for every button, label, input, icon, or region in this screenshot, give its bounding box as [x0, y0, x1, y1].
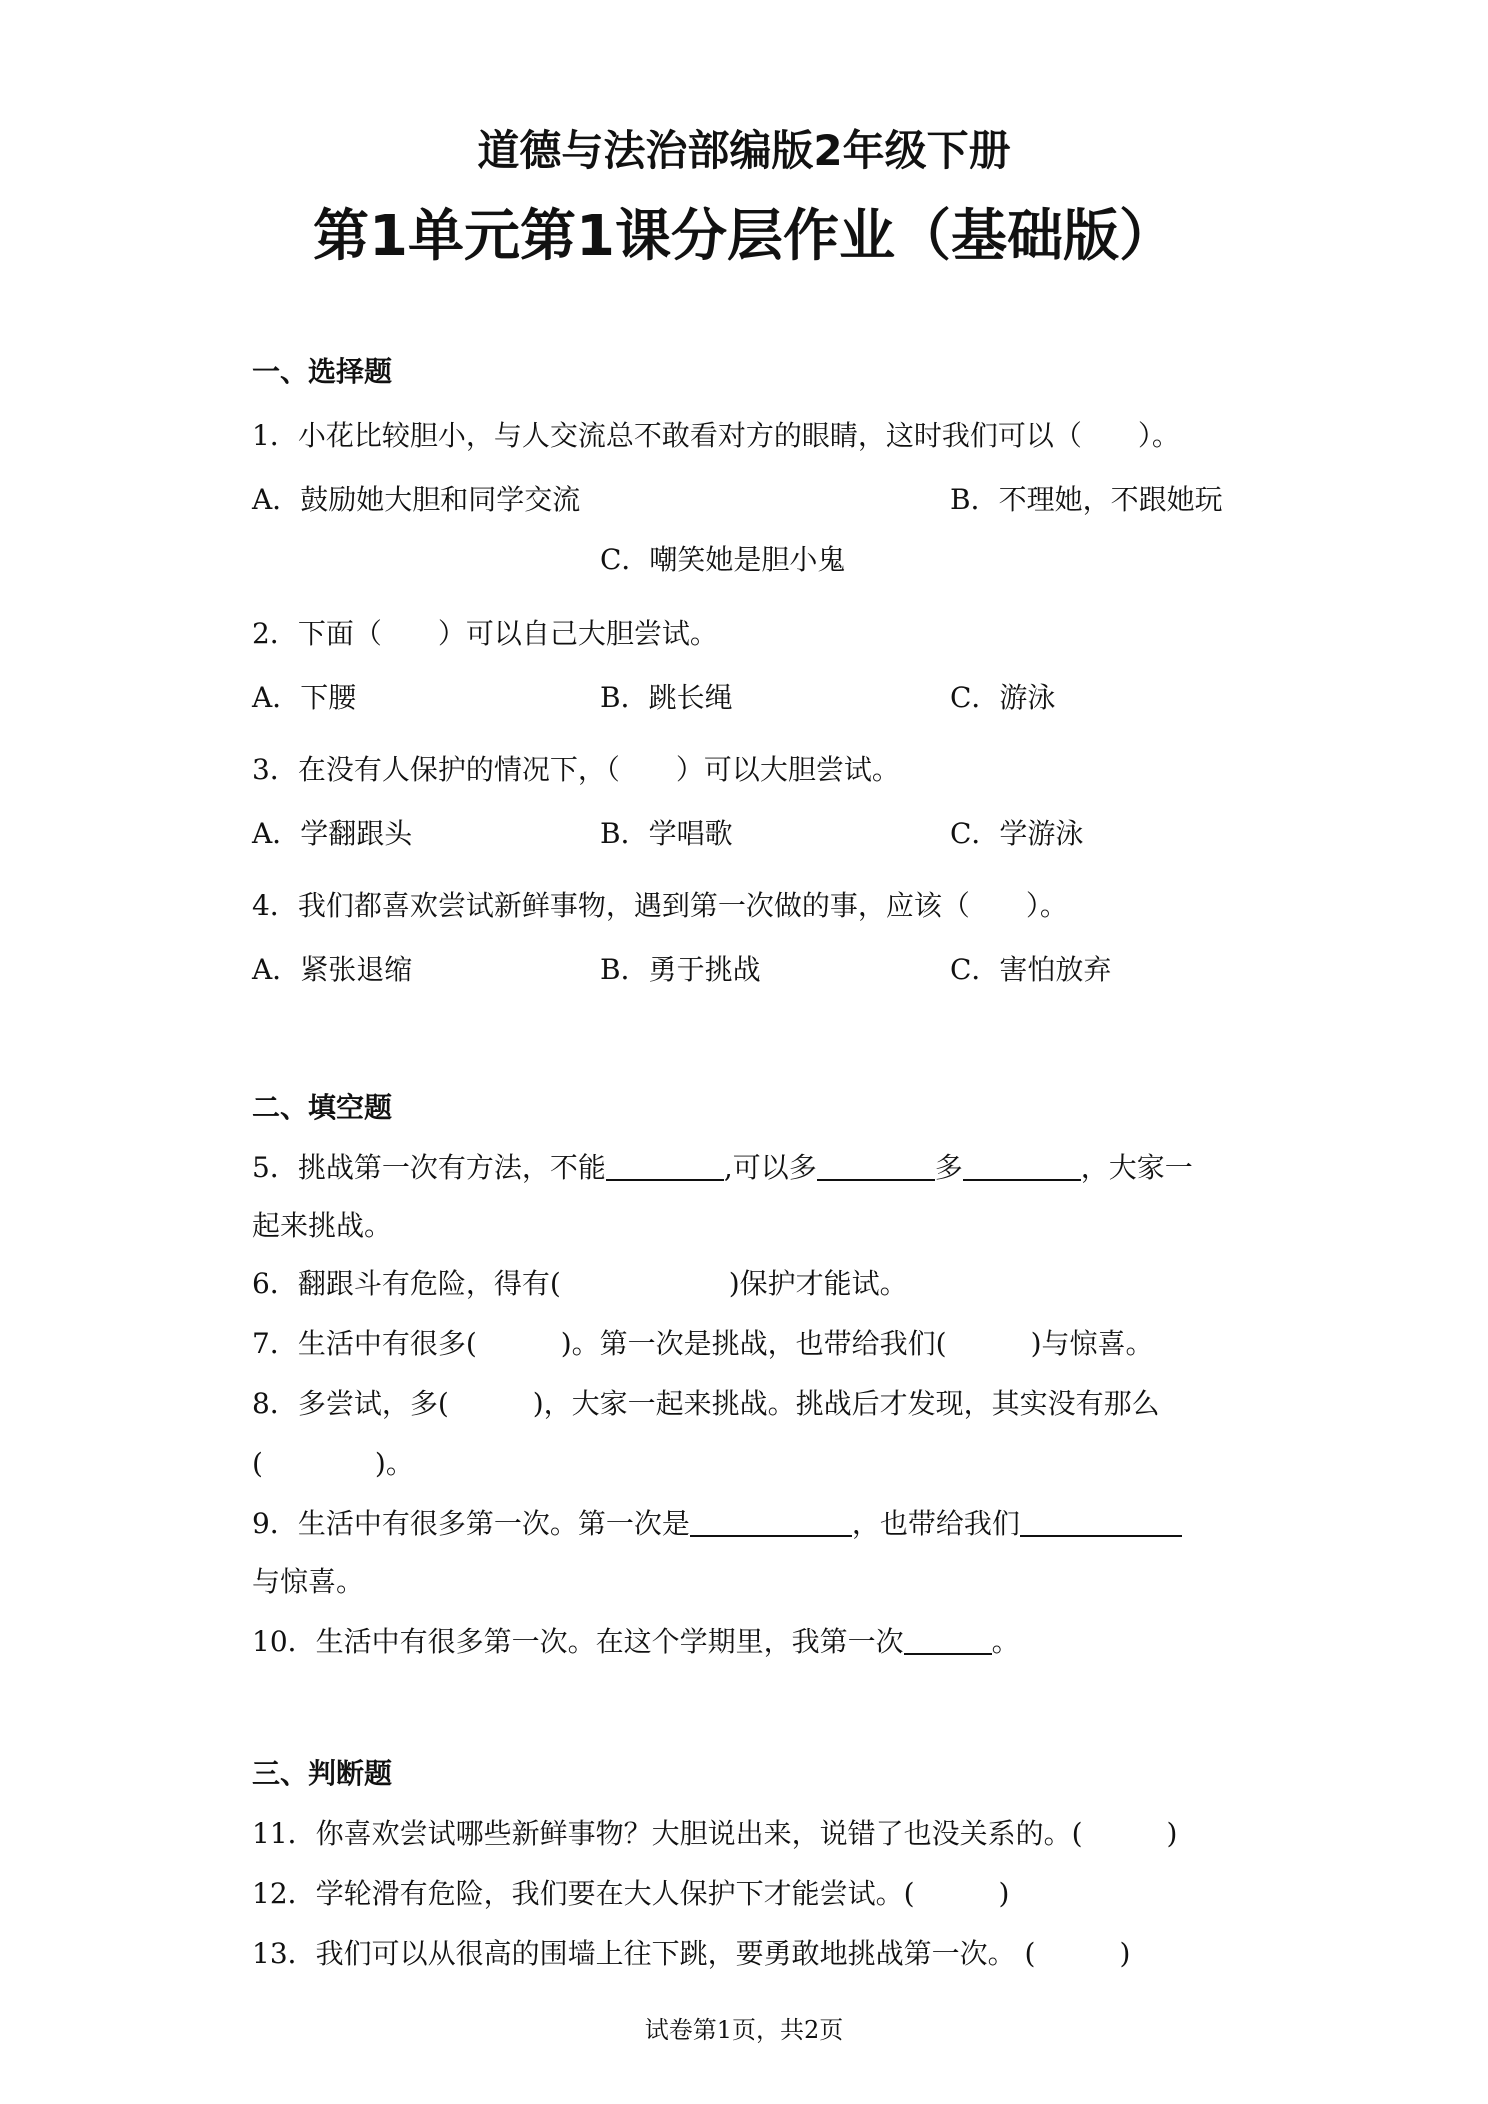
section-judge: 三、判断题: [252, 1757, 393, 1790]
q5-part-3: 多: [934, 1151, 963, 1184]
q9-blank-1[interactable]: [690, 1509, 852, 1537]
q9-line-1: [252, 1502, 1182, 1542]
q8-line-1: 8．多尝试，多( )，大家一起来挑战。挑战后才发现，其实没有那么: [252, 1387, 1160, 1420]
page-footer: 试卷第1页，共2页: [644, 2016, 844, 2044]
q1-option-a: A．鼓励她大胆和同学交流: [252, 483, 581, 516]
q9-part-1: 9．生活中有很多第一次。第一次是: [252, 1507, 690, 1540]
q3-option-a: A．学翻跟头: [252, 817, 413, 850]
q9-blank-2[interactable]: [1020, 1509, 1182, 1537]
q5-line-1: [252, 1146, 1193, 1186]
title-line-2: 第1单元第1课分层作业（基础版）: [313, 204, 1175, 269]
q4-stem: 4．我们都喜欢尝试新鲜事物，遇到第一次做的事，应该（ ）。: [252, 889, 1068, 922]
q5-line-2: 起来挑战。: [252, 1209, 393, 1242]
q12: 12．学轮滑有危险，我们要在大人保护下才能尝试。( ): [252, 1877, 1010, 1910]
q2-option-a: A．下腰: [252, 681, 357, 714]
q2-option-c: C．游泳: [950, 681, 1056, 714]
q2-option-b: B．跳长绳: [600, 681, 733, 714]
q10-blank[interactable]: [904, 1627, 992, 1655]
q9-part-2: ，也带给我们: [851, 1507, 1020, 1540]
q5-part-4: ，大家一: [1080, 1151, 1193, 1184]
q4-option-b: B．勇于挑战: [600, 953, 761, 986]
section-fill: 二、填空题: [252, 1091, 393, 1124]
q3-option-b: B．学唱歌: [600, 817, 733, 850]
q5-blank-1[interactable]: [606, 1153, 724, 1181]
q5-part-2: ,可以多: [723, 1151, 817, 1184]
q5-blank-3[interactable]: [963, 1153, 1081, 1181]
q10-part-2: 。: [991, 1625, 1020, 1658]
q5-blank-2[interactable]: [817, 1153, 935, 1181]
title-line-1: 道德与法治部编版2年级下册: [477, 126, 1011, 175]
q3-option-c: C．学游泳: [950, 817, 1084, 850]
q5-part-1: 5．挑战第一次有方法，不能: [252, 1151, 606, 1184]
q4-option-a: A．紧张退缩: [252, 953, 413, 986]
q10: [252, 1620, 1020, 1660]
q8-line-2: ( )。: [252, 1447, 414, 1480]
q3-stem: 3．在没有人保护的情况下，（ ）可以大胆尝试。: [252, 753, 900, 786]
q9-line-2: 与惊喜。: [252, 1565, 365, 1598]
q1-stem: 1．小花比较胆小，与人交流总不敢看对方的眼睛，这时我们可以（ ）。: [252, 419, 1180, 452]
q2-stem: 2．下面（ ）可以自己大胆尝试。: [252, 617, 718, 650]
q7: 7．生活中有很多( )。第一次是挑战，也带给我们( )与惊喜。: [252, 1327, 1154, 1360]
q6: 6．翻跟斗有危险，得有( )保护才能试。: [252, 1267, 908, 1300]
q11: 11．你喜欢尝试哪些新鲜事物？大胆说出来，说错了也没关系的。( ): [252, 1817, 1178, 1850]
q1-option-c: C．嘲笑她是胆小鬼: [600, 543, 846, 576]
q1-option-b: B．不理她，不跟她玩: [950, 483, 1223, 516]
q10-part-1: 10．生活中有很多第一次。在这个学期里，我第一次: [252, 1625, 904, 1658]
q13: 13．我们可以从很高的围墙上往下跳，要勇敢地挑战第一次。 ( ): [252, 1937, 1131, 1970]
section-choice: 一、选择题: [252, 355, 393, 388]
q4-option-c: C．害怕放弃: [950, 953, 1112, 986]
